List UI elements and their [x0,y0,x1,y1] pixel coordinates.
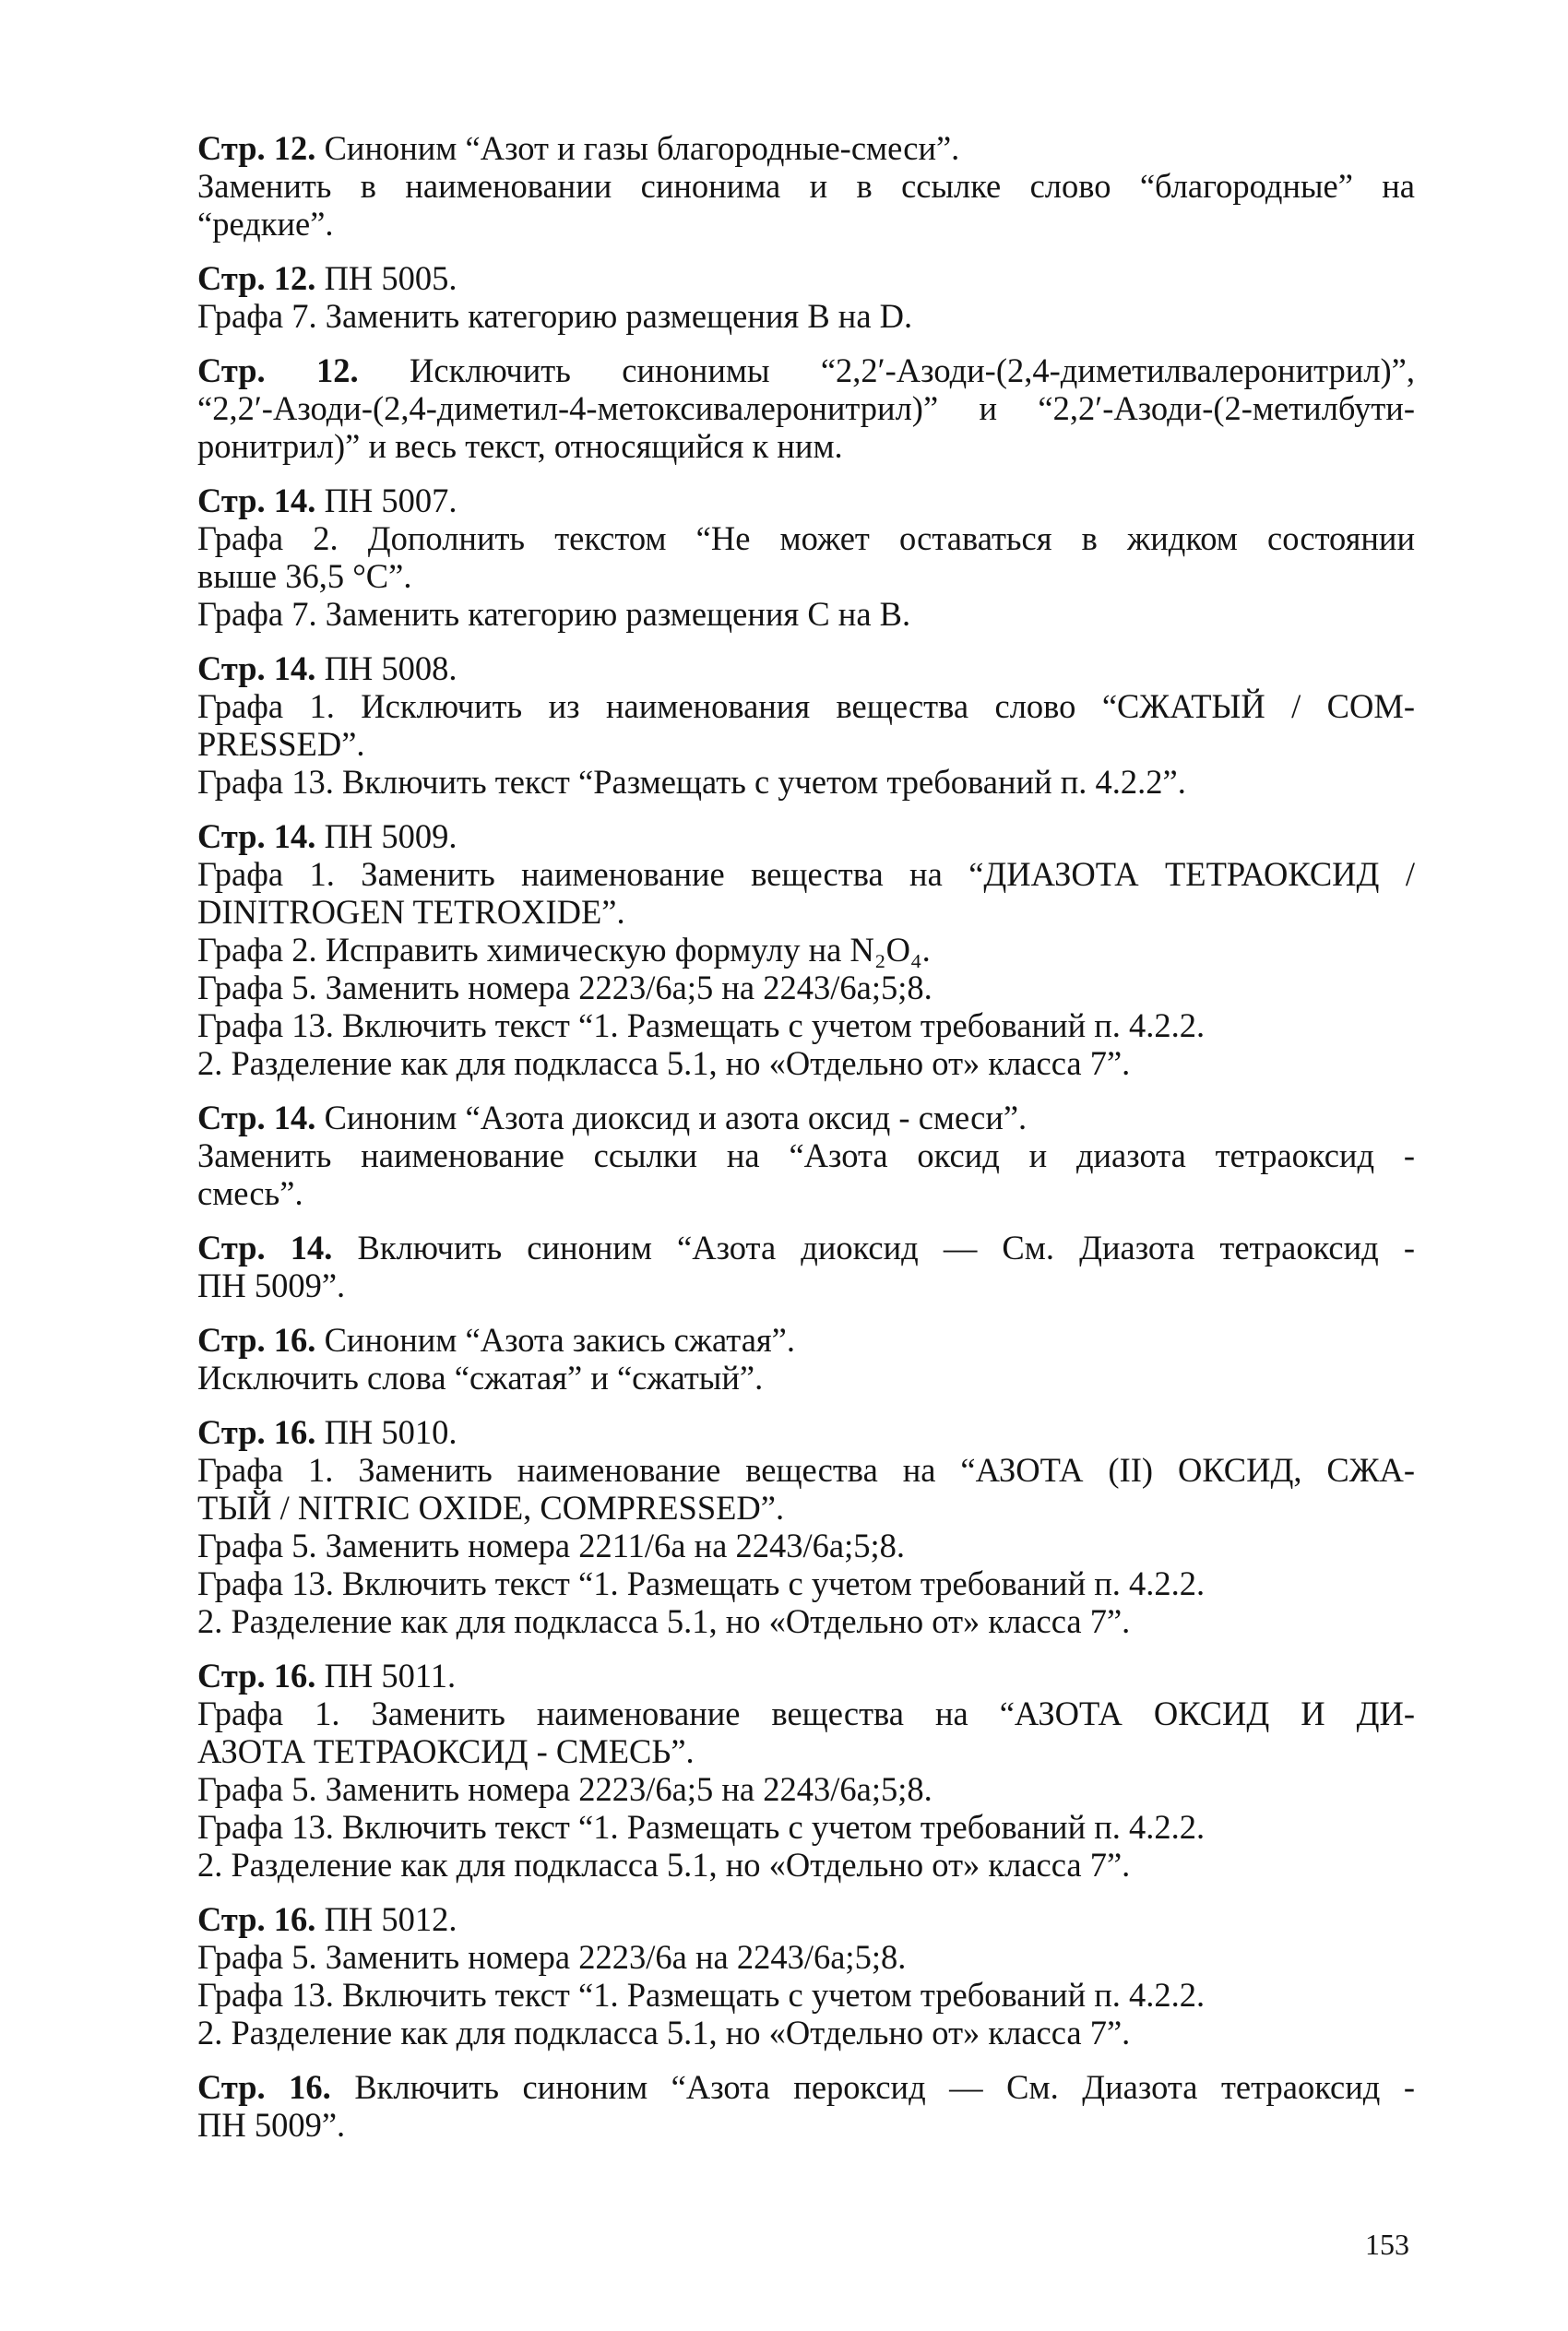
entry-heading-line [197,482,1415,519]
page-reference: Стр. 14. [197,649,316,687]
entry-text-line: ПН 5009”. [197,1267,346,1304]
amendment-entry [197,1229,1415,1304]
amendment-entry [197,2068,1415,2144]
entry-heading-line [197,817,1415,855]
entry-heading-line [197,1099,1415,1136]
page-reference: Стр. 16. [197,2068,331,2106]
document-body [197,129,1415,2160]
entry-text-line: ПН 5009”. [197,2106,346,2144]
entry-text-line: Графа 5. Заменить номера 2223/6а на 2243/6а;5;8. [197,1938,907,1976]
entry-heading-line [197,2068,1415,2106]
entry-heading-line [197,129,1415,167]
entry-heading-line [197,351,1415,389]
page-number: 153 [1365,2228,1409,2261]
entry-text-line: ронитрил)” и весь текст, относящийся к ним. [197,427,843,465]
entry-text-line: Графа 13. Включить текст “1. Размещать с учетом требований п. 4.2.2. [197,1564,1206,1602]
entry-text-line: Графа 7. Заменить категорию размещения С на В. [197,595,911,633]
entry-heading-text: Синоним “Азота закись сжатая”. [315,1321,796,1359]
amendment-entry [197,817,1415,1082]
entry-text-line: 2. Разделение как для подкласса 5.1, но «Отдельно от» класса 7”. [197,1044,1131,1082]
amendment-entry [197,1321,1415,1397]
entry-text-line: Графа 7. Заменить категорию размещения B на D. [197,297,913,335]
page-reference: Стр. 16. [197,1900,316,1938]
entry-text-line: ТЫЙ / NITRIC OXIDE, COMPRESSED”. [197,1489,785,1527]
entry-text-line: Графа 5. Заменить номера 2211/6а на 2243/6а;5;8. [197,1527,905,1564]
entry-heading-line [197,1321,1415,1359]
amendment-entry [197,1657,1415,1884]
entry-heading-line [197,1229,1415,1267]
page-reference: Стр. 16. [197,1657,316,1695]
page-reference: Стр. 14. [197,482,316,519]
page-reference: Стр. 14. [197,1099,316,1136]
entry-heading-line [197,1900,1415,1938]
entry-text-line: смесь”. [197,1174,303,1212]
entry-heading-text: Включить синоним “Азота пероксид — См. Диазота тетраоксид - [330,2068,1415,2106]
entry-text-line: Графа 5. Заменить номера 2223/6а;5 на 2243/6а;5;8. [197,1770,932,1808]
entry-text-line: выше 36,5 °С”. [197,557,412,595]
page-reference: Стр. 14. [197,1229,333,1267]
entry-text-line: АЗОТА ТЕТРАОКСИД - СМЕСЬ”. [197,1732,695,1770]
amendment-entry [197,1099,1415,1212]
entry-text-line: Заменить в наименовании синонима и в ссылке слово “благородные” на [197,167,1415,205]
amendment-entry [197,649,1415,801]
page-reference: Стр. 14. [197,817,316,855]
entry-heading-text: ПН 5008. [315,649,457,687]
entry-text-line: 2. Разделение как для подкласса 5.1, но «Отдельно от» класса 7”. [197,2014,1131,2052]
entry-heading-text: ПН 5011. [315,1657,457,1695]
entry-text-line: “редкие”. [197,205,334,243]
page-reference: Стр. 16. [197,1413,316,1451]
amendment-entry [197,129,1415,243]
entry-text-line: 2. Разделение как для подкласса 5.1, но «Отдельно от» класса 7”. [197,1602,1131,1640]
entry-text-line: Графа 13. Включить текст “1. Размещать с учетом требований п. 4.2.2. [197,1976,1206,2014]
entry-heading-text: Синоним “Азота диоксид и азота оксид - смеси”. [315,1099,1028,1136]
page-reference: Стр. 12. [197,259,316,297]
amendment-entry [197,351,1415,465]
entry-heading-text: ПН 5009. [315,817,457,855]
entry-text-line: Графа 13. Включить текст “1. Размещать с учетом требований п. 4.2.2. [197,1006,1206,1044]
entry-heading-line [197,259,1415,297]
entry-text-line: 2. Разделение как для подкласса 5.1, но «Отдельно от» класса 7”. [197,1846,1131,1884]
entry-text-line: Графа 1. Исключить из наименования вещества слово “СЖАТЫЙ / COM- [197,687,1415,725]
entry-text-line: Графа 1. Заменить наименование вещества на “АЗОТА ОКСИД И ДИ- [197,1695,1415,1732]
entry-text-line: Исключить слова “сжатая” и “сжатый”. [197,1359,764,1397]
entry-heading-line [197,649,1415,687]
amendment-entry [197,1900,1415,2052]
entry-heading-line [197,1413,1415,1451]
entry-text-line: Графа 13. Включить текст “Размещать с учетом требований п. 4.2.2”. [197,763,1186,801]
entry-text-line: Графа 1. Заменить наименование вещества на “ДИАЗОТА ТЕТРАОКСИД / [197,855,1415,893]
entry-text-line: Графа 2. Дополнить текстом “Не может оставаться в жидком состоянии [197,519,1415,557]
page-reference: Стр. 12. [197,351,359,389]
entry-heading-text: ПН 5007. [315,482,457,519]
entry-text-line: Графа 5. Заменить номера 2223/6а;5 на 2243/6а;5;8. [197,969,932,1006]
entry-heading-text: ПН 5012. [315,1900,457,1938]
amendment-entry [197,1413,1415,1640]
entry-heading-text: Синоним “Азот и газы благородные-смеси”. [315,129,960,167]
entry-text-line: “2,2′-Азоди-(2,4-диметил-4-метоксивалеронитрил)” и “2,2′-Азоди-(2-метилбути- [197,389,1415,427]
entry-text-line: Графа 2. Исправить химическую формулу на N₂O₄. [197,931,931,969]
entry-text-line: Графа 1. Заменить наименование вещества на “АЗОТА (II) ОКСИД, СЖА- [197,1451,1415,1489]
page-reference: Стр. 12. [197,129,316,167]
amendment-entry [197,259,1415,335]
page-reference: Стр. 16. [197,1321,316,1359]
entry-heading-line [197,1657,1415,1695]
entry-heading-text: Включить синоним “Азота диоксид — См. Диазота тетраоксид - [332,1229,1415,1267]
amendment-entry [197,482,1415,633]
entry-text-line: PRESSED”. [197,725,365,763]
entry-text-line: Графа 13. Включить текст “1. Размещать с учетом требований п. 4.2.2. [197,1808,1206,1846]
entry-heading-text: ПН 5010. [315,1413,457,1451]
entry-heading-text: Исключить синонимы “2,2′-Азоди-(2,4-диметилвалеронитрил)”, [358,351,1415,389]
entry-text-line: DINITROGEN TETROXIDE”. [197,893,625,931]
entry-text-line: Заменить наименование ссылки на “Азота оксид и диазота тетраоксид - [197,1136,1415,1174]
entry-heading-text: ПН 5005. [315,259,457,297]
